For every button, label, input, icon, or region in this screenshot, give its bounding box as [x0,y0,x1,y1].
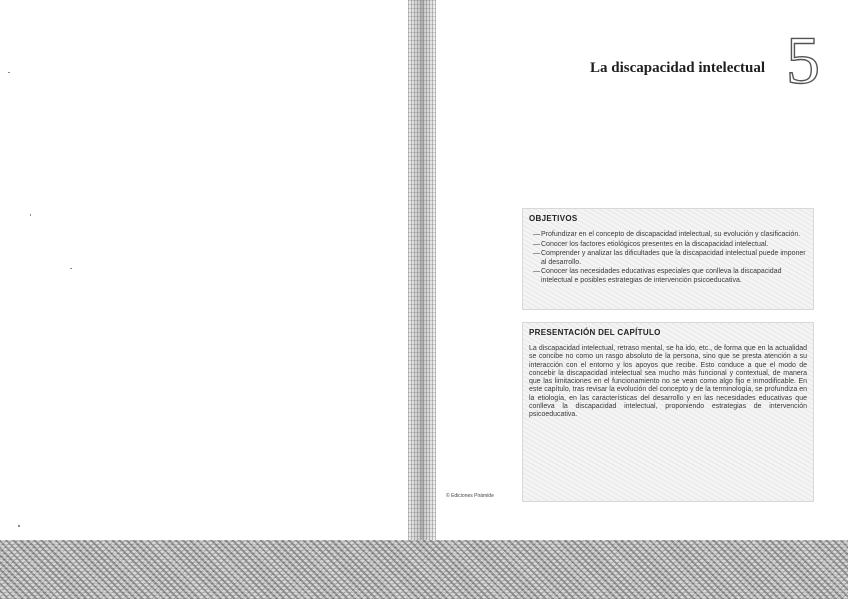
chapter-title: La discapacidad intelectual [590,60,766,76]
presentation-box [522,322,814,502]
presentation-heading: PRESENTACIÓN DEL CAPÍTULO [529,328,661,337]
presentation-body: La discapacidad intelectual, retraso mental, se ha ido, etc., de forma que en la actualidad se concibe no como un rasgo absoluto de la persona, sino que se presta atención a su interacción con el entorno y los apoyos que recibe. Esto conduce a que el modo de concebir la discapacidad intelectual sea mucho más funcional y contextual, de manera que las limitaciones en el funcionamiento no se vean como algo fijo e inmodificable. En este capítulo, tras revisar la evolución del concepto y de la terminología, se profundiza en la etiología, en las características del desarrollo y en las necesidades educativas que conlleva la discapacidad intelectual, proponiendo estrategias de intervención psicoeducativa. [529,345,807,419]
scan-speck [8,72,10,73]
scan-bottom-edge [0,540,848,599]
objective-item: — Profundizar en el concepto de discapacidad intelectual, su evolución y clasificación. [533,231,807,240]
publisher-credit: © Ediciones Pirámide [446,493,494,499]
objectives-box [522,208,814,310]
scan-speck [18,525,20,527]
objective-item: — Conocer los factores etiológicos presentes en la discapacidad intelectual. [533,241,807,250]
objective-item: — Conocer las necesidades educativas especiales que conlleva la discapacidad intelectual e posibles estrategias de intervención psicoeducativa. [533,268,807,285]
objectives-list [533,231,807,286]
objective-item: — Comprender y analizar las dificultades que la discapacidad intelectual puede imponer al desarrollo. [533,250,807,267]
scan-speck [70,268,72,269]
chapter-number: 5 [786,22,820,98]
scan-speck [30,214,31,216]
objectives-heading: OBJETIVOS [529,214,578,223]
book-spine-shadow [408,0,436,545]
